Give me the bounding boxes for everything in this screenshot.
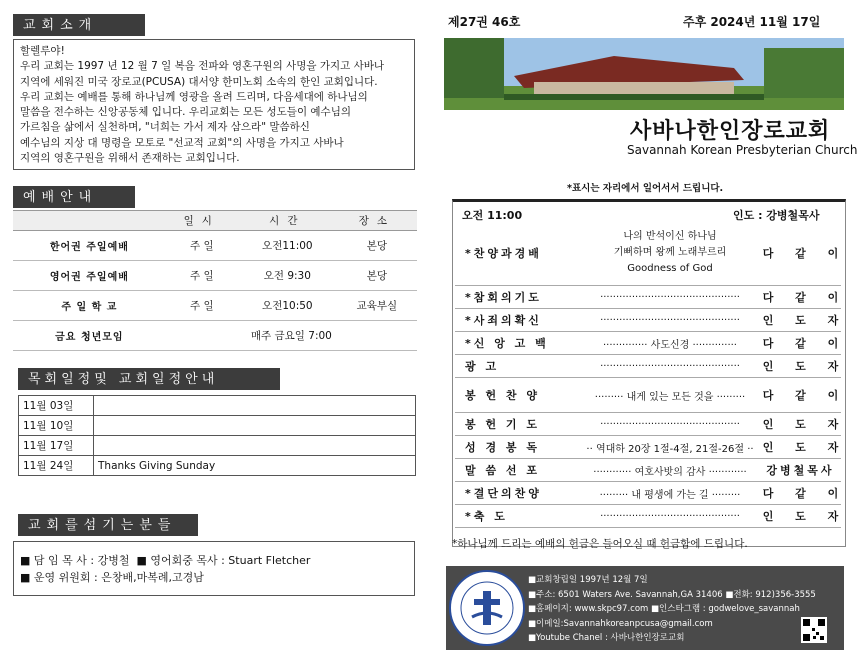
- worship-row: 금요 청년모임 매주 금요일 7:00: [13, 321, 417, 351]
- schedule-table: [18, 395, 416, 476]
- issue-date: 주후 2024년 11월 17일: [683, 15, 821, 29]
- order-row: *참회의기도 ············································ 다 같 이: [455, 286, 841, 309]
- standing-note: *표시는 자리에서 일어서서 드립니다.: [567, 183, 724, 194]
- intro-heading: 교회소개: [13, 14, 145, 36]
- order-row: *결단의찬양 ········· 내 평생에 가는 길 ········· 다 같 이: [455, 482, 841, 505]
- schedule-heading: 목회일정및 교회일정안내: [18, 368, 280, 390]
- issue-number: 제27권 46호: [448, 15, 521, 29]
- schedule-row: 11월 17일: [19, 436, 416, 456]
- qr-code-icon[interactable]: [801, 617, 827, 643]
- order-table: [455, 221, 841, 528]
- col-time: 시간: [238, 211, 337, 231]
- worship-table: [13, 210, 417, 351]
- worship-heading: 예배안내: [13, 186, 135, 208]
- footer-line[interactable]: ■홈페이지: www.skpc97.com ■인스타그램 : godwelove_savannah: [528, 604, 800, 614]
- intro-line: 말씀을 전수하는 신앙공동체 입니다. 우리교회는 모든 성도들이 예수님의: [20, 106, 351, 119]
- footer-line: ■주소: 6501 Waters Ave. Savannah,GA 31406 ■전화: 912)356-3555: [528, 589, 816, 600]
- schedule-row: 11월 03일: [19, 396, 416, 416]
- col-day: 일시: [166, 211, 238, 231]
- worship-row: 한어권 주일예배 주 일 오전11:00 본당: [13, 231, 417, 261]
- intro-box: [13, 39, 415, 170]
- schedule-row: 11월 24일 Thanks Giving Sunday: [19, 456, 416, 476]
- order-row: *신 앙 고 백 ·············· 사도신경 ·············· 다 같 이: [455, 332, 841, 355]
- order-row: *축 도 ············································ 인 도 자: [455, 505, 841, 528]
- order-row: 성 경 봉 독 ·· 역대하 20장 1절-4절, 21절-26절 ·· 인 도 자: [455, 436, 841, 459]
- col-place: 장소: [337, 211, 417, 231]
- staff-heading: 교회를섬기는분들: [18, 514, 198, 536]
- intro-line: 지역의 영혼구원을 위해서 존재하는 교회입니다.: [20, 152, 240, 165]
- worship-row: 영어권 주일예배 주 일 오전 9:30 본당: [13, 261, 417, 291]
- intro-line: 지역에 세워진 미국 장로교(PCUSA) 대서양 한미노회 소속의 한인 교회입니다.: [20, 75, 378, 88]
- footer-line[interactable]: ■Youtube Chanel : 사바나한인장로교회: [528, 633, 685, 643]
- church-name-en: Savannah Korean Presbyterian Church: [627, 143, 858, 157]
- order-row: *사죄의확신 ············································ 인 도 자: [455, 309, 841, 332]
- footer-line: ■교회창립일 1997년 12월 7일: [528, 575, 648, 585]
- order-row: *찬양과경배 나의 반석이신 하나님 기뻐하며 왕께 노래부르리 Goodness of God 다 같 이: [455, 221, 841, 286]
- worship-row: 주 일 학 교 주 일 오전10:50 교육부실: [13, 291, 417, 321]
- intro-line: 할렐루야!: [20, 45, 65, 57]
- intro-line: 예수님의 지상 대 명령을 모토로 "선교적 교회"의 사명을 가지고 사바나: [20, 136, 344, 149]
- footer-info: [528, 573, 816, 646]
- church-photo: [444, 38, 844, 110]
- schedule-row: 11월 10일: [19, 416, 416, 436]
- church-name-ko: 사바나한인장로교회: [630, 119, 831, 144]
- intro-line: 우리 교회는 예배를 통해 하나님께 영광을 올려 드리며, 다음세대에 하나님의: [20, 90, 368, 103]
- order-row: 봉 헌 찬 양 ········· 내게 있는 모든 것을 ········· 다 같 이: [455, 378, 841, 413]
- staff-box: ■ 담 임 목 사 : 강병철 ■ 영어회중 목사 : Stuart Fletcher ■ 운영 위원회 : 은창배,마복례,고경남: [13, 541, 415, 596]
- footer-line[interactable]: ■이메일:Savannahkoreanpcusa@gmail.com: [528, 618, 713, 629]
- offering-note: *하나님께 드리는 예배의 헌금은 들어오실 때 헌금함에 드립니다.: [452, 538, 748, 550]
- service-time: 오전 11:00: [462, 209, 523, 222]
- intro-line: 가르침을 삶에서 실천하며, "너희는 가서 제자 삼으라" 말씀하신: [20, 121, 310, 134]
- order-row: 말 씀 선 포 ············ 여호사밧의 감사 ············ 강병철목사: [455, 459, 841, 482]
- service-leader: 인도 : 강병철목사: [733, 209, 820, 222]
- order-row: 광 고 ············································ 인 도 자: [455, 355, 841, 378]
- intro-line: 우리 교회는 1997 년 12 월 7 일 복음 전파와 영혼구원의 사명을 가지고 사바나: [20, 60, 385, 73]
- order-row: 봉 헌 기 도 ············································ 인 도 자: [455, 413, 841, 436]
- pcusa-seal-icon: [448, 569, 526, 647]
